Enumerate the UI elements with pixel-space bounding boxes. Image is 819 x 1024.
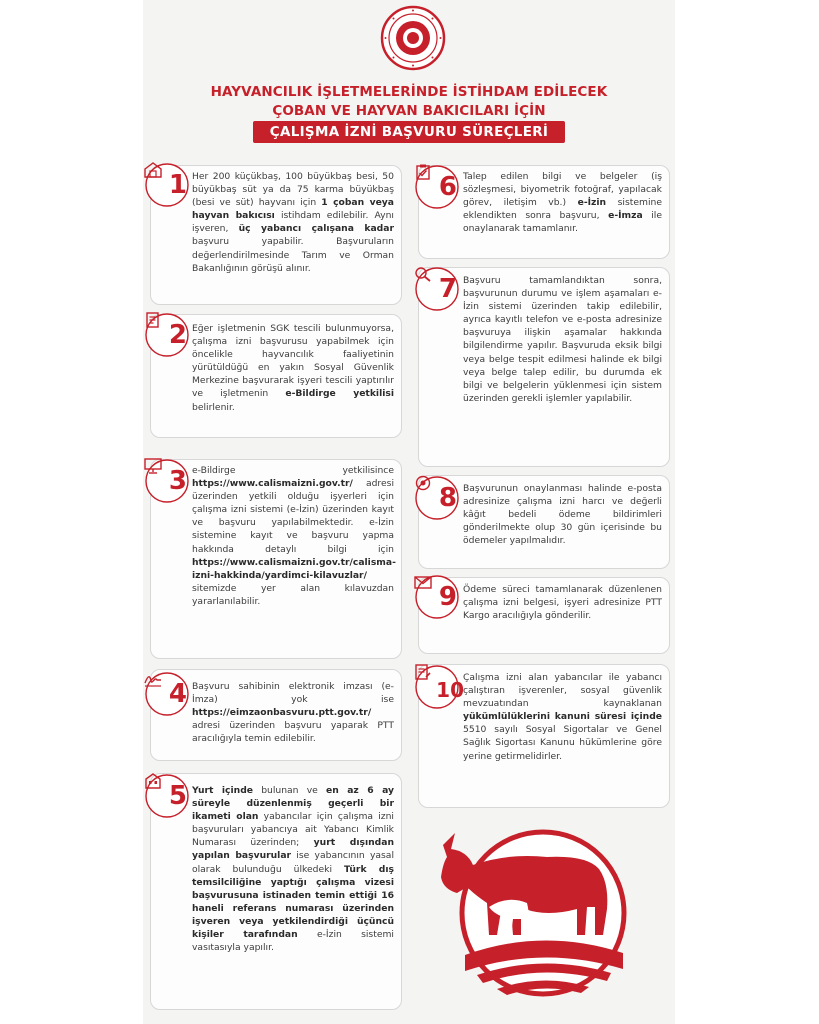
- title-line-1: HAYVANCILIK İŞLETMELERİNDE İSTİHDAM EDİLECEK: [210, 84, 608, 100]
- step-number-10: 10: [436, 678, 464, 702]
- step-badge-9: [414, 574, 460, 620]
- payment-icon: [414, 475, 432, 491]
- step-number-3: 3: [168, 466, 187, 496]
- step-badge-5: [144, 773, 190, 819]
- step-1-paragraph: Her 200 küçükbaş, 100 büyükbaş besi, 50 büyükbaş süt ya da 75 karma büyükbaş (besi ve süt) hayvanı için 1 çoban veya hayvan bakıcısı istihdam edilebilir. Aynı işveren, üç yabancı çalışana kadar başvuru yapabilir. Başvuruların değerlendirilmesinde Tarım ve Orman Bakanlığının görüşü alınır.: [192, 171, 394, 274]
- step-text-2: [192, 322, 394, 414]
- signature-icon: [144, 671, 162, 687]
- step-number-1: 1: [168, 170, 187, 200]
- step-5-paragraph: Yurt içinde bulunan ve en az 6 ay süreyle düzenlenmiş geçerli bir ikameti olan yabancılar için çalışma izni başvuruları yabancıya ait Yabancı Kimlik Numarası üzerinden; yurt dışından yapılan başvurular ise yabancının yasal olarak bulunduğu ülkedeki Türk dış temsilciliğine yaptığı çalışma vizesi başvurusuna istinaden temin ettiği 16 haneli referans numarası üzerinden işveren veya yetkilendirdiği üçüncü kişiler tarafından e-İzin sistemi vasıtasıyla yapılır.: [192, 785, 394, 954]
- step-text-5: [192, 784, 394, 954]
- step-number-6: 6: [438, 172, 457, 202]
- step-text-1: [192, 170, 394, 275]
- step-number-8: 8: [438, 483, 457, 513]
- step-badge-7: [414, 266, 460, 312]
- step-text-8: [463, 482, 662, 547]
- step-4-paragraph: Başvuru sahibinin elektronik imzası (e-İmza) yok ise https://eimzaonbasvuru.ptt.gov.tr/ adresi üzerinden başvuru yaparak PTT aracılığıyla temin edilebilir.: [192, 681, 394, 745]
- step-3-paragraph: e-Bildirge yetkilisince https://www.calismaizni.gov.tr/ adresi üzerinden yetkili olduğu işyerleri için çalışma izni sistemi (e-İzin) üzerinden kayıt ve başvuru yapılabilmektedir. e-İzin sistemine kayıt ve başvuru yapma hakkında detaylı bilgi için https://www.calismaizni.gov.tr/calisma-izni-hakkinda/yardimci-kilavuzlar/ sitemizde yer alan kılavuzdan yararlanılabilir.: [192, 465, 396, 607]
- step-badge-6: [414, 164, 460, 210]
- step-text-3: [192, 464, 394, 608]
- title-line-2: ÇOBAN VE HAYVAN BAKICILARI İÇİN: [272, 103, 546, 119]
- step-9-paragraph: Ödeme süreci tamamlanarak düzenlenen çalışma izni belgesi, işyeri adresinize PTT Kargo aracılığıyla gönderilir.: [463, 584, 662, 622]
- step-10-paragraph: Çalışma izni alan yabancılar ile yabancı çalıştıran işverenler, sosyal güvenlik mevzuatından kaynaklanan yükümlülüklerini kanuni süresi içinde 5510 sayılı Sosyal Sigortalar ve Genel Sağlık Sigortası Kanunu hükümlerine göre yerine getirmelidirler.: [463, 672, 662, 762]
- step-number-5: 5: [168, 781, 187, 811]
- contract-icon: [414, 664, 432, 680]
- cow-illustration: [427, 823, 645, 1003]
- step-8-paragraph: Başvurunun onaylanması halinde e-posta adresinize çalışma izni harcı ve değerli kâğıt bedeli ödeme bildirimleri gönderilmekte olup 30 gün içerisinde bu ödemeler yapılmalıdır.: [463, 483, 662, 547]
- step-text-9: [463, 583, 662, 622]
- step-6-paragraph: Talep edilen bilgi ve belgeler (iş sözleşmesi, biyometrik fotoğraf, yapılacak görev, iletişim vb.) e-İzin sistemine eklendikten sonra başvuru, e-İmza ile onaylanarak tamamlanır.: [463, 171, 662, 235]
- building-icon: [144, 773, 162, 789]
- infographic-page: [143, 0, 675, 1024]
- step-text-7: [463, 274, 662, 405]
- step-number-4: 4: [168, 679, 187, 709]
- step-7-paragraph: Başvuru tamamlandıktan sonra, başvurunun durumu ve işlem aşamaları e-İzin sistemi üzerinden takip edilebilir, ayrıca kayıtlı telefon ve e-posta adresinize başvuruya ilişkin aşamalar hakkında bilgilendirme yapılır. Başvuruda eksik bilgi veya belge tespit edilmesi halinde ek bilgi veya belge talep edilir, bu durumda ek bilgi ve belgelerin yüklenmesi için sistem üzerinden gerekli işlemler yapılabilir.: [463, 275, 662, 404]
- document-icon: [144, 312, 162, 328]
- step-number-9: 9: [438, 582, 457, 612]
- envelope-icon: [414, 574, 432, 590]
- tracking-icon: [414, 266, 432, 282]
- step-badge-4: [144, 671, 190, 717]
- step-text-6: [463, 170, 662, 235]
- step-badge-3: [144, 458, 190, 504]
- barn-icon: [144, 162, 162, 178]
- step-badge-1: [144, 162, 190, 208]
- step-badge-8: [414, 475, 460, 521]
- computer-icon: [144, 458, 162, 474]
- step-2-paragraph: Eğer işletmenin SGK tescili bulunmuyorsa, çalışma izni başvurusu yapabilmek için öncelikle hayvancılık faaliyetinin yürütüldüğü en yakın Sosyal Güvenlik Merkezine başvurarak işyeri tescili yaptırılır ve işletmenin e-Bildirge yetkilisi belirlenir.: [192, 323, 394, 413]
- step-text-10: [463, 671, 662, 763]
- step-number-7: 7: [438, 274, 457, 304]
- ministry-seal-logo: [380, 5, 446, 71]
- step-number-2: 2: [168, 320, 187, 350]
- step-badge-10: [414, 664, 464, 710]
- step-badge-2: [144, 312, 190, 358]
- title-banner: ÇALIŞMA İZNİ BAŞVURU SÜREÇLERİ: [253, 121, 565, 143]
- clipboard-icon: [414, 164, 432, 180]
- step-text-4: [192, 680, 394, 745]
